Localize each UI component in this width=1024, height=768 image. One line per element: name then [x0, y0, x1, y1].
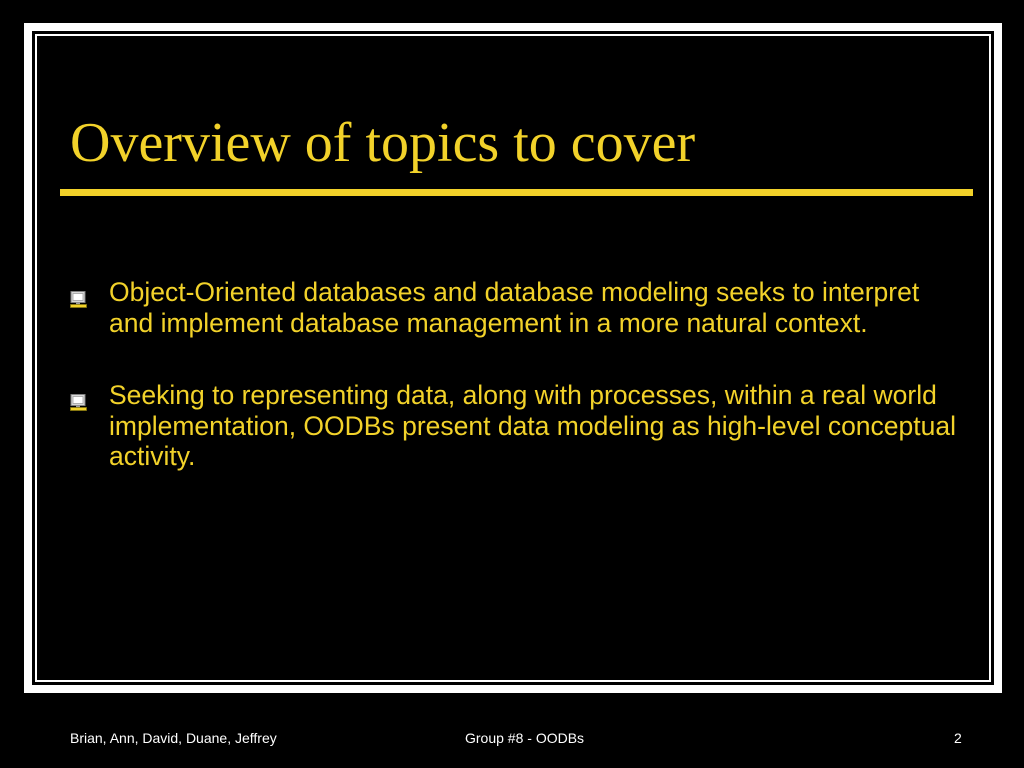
footer-group: Group #8 - OODBs [465, 730, 585, 746]
title-underline [60, 189, 973, 196]
slide-number: 2 [954, 730, 962, 746]
bullet-item [70, 277, 960, 338]
slide-title: Overview of topics to cover [70, 112, 696, 174]
computer-monitor-icon [70, 284, 87, 301]
bullet-item [70, 380, 960, 472]
bullet-list [70, 277, 960, 514]
bullet-text: Object-Oriented databases and database modeling seeks to interpret and implement database management in a more natural context. [109, 277, 920, 338]
computer-monitor-icon [70, 387, 87, 404]
footer-authors: Brian, Ann, David, Duane, Jeffrey [70, 730, 277, 746]
bullet-text: Seeking to representing data, along with processes, within a real world implementation, OODBs present data modeling as high-level conceptual activity. [109, 380, 956, 471]
